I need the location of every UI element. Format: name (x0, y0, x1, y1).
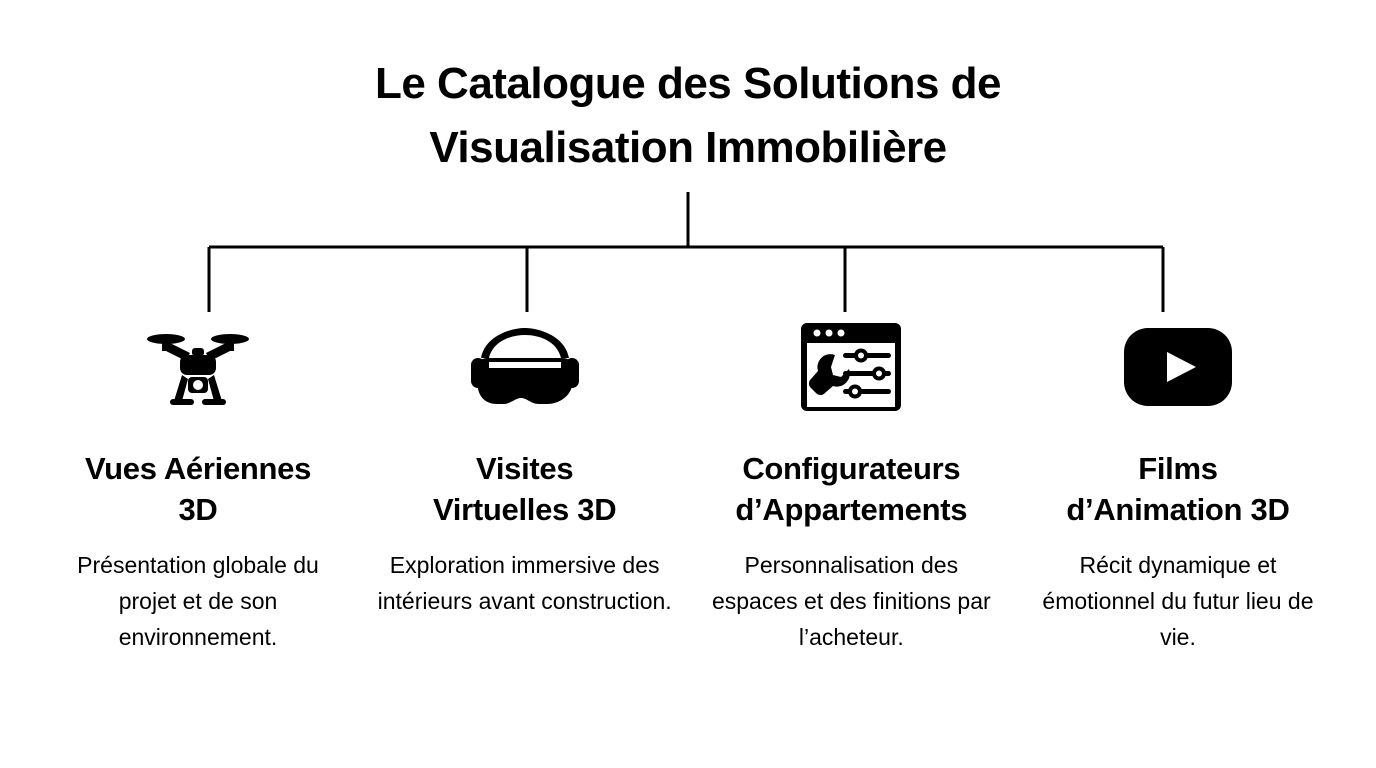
branch-title (433, 448, 616, 530)
branch-list (0, 312, 1376, 655)
branch-description: Récit dynamique et émotionnel du futur lieu de vie. (1042, 552, 1314, 650)
page-title (0, 52, 1376, 180)
branch-item-vues-aeriennes-3d (48, 312, 348, 655)
branch-title (735, 448, 967, 530)
branch-title-line-2: d’Animation 3D (1066, 492, 1290, 528)
branch-title-line-1: Films (1138, 451, 1218, 486)
page-title-line-2: Visualisation Immobilière (429, 122, 947, 172)
branch-description: Présentation globale du projet et de son environnement. (77, 552, 319, 650)
branch-title-line-1: Configurateurs (742, 451, 961, 486)
play-video-icon (1124, 312, 1232, 422)
branch-description: Personnalisation des espaces et des finitions par l’acheteur. (711, 552, 991, 650)
branch-title-line-2: Virtuelles 3D (432, 492, 617, 528)
branch-title-line-1: Visites (476, 451, 574, 486)
branch-title-line-2: d’Appartements (735, 492, 968, 528)
page-title-line-1: Le Catalogue des Solutions de (374, 59, 1002, 108)
branch-description: Exploration immersive des intérieurs avant construction. (377, 552, 672, 615)
configurator-window-wrench-icon (799, 312, 903, 422)
drone-icon (146, 312, 250, 422)
branch-title (85, 448, 311, 530)
vr-headset-icon (471, 312, 579, 422)
branch-title-line-2: 3D (178, 492, 218, 528)
branch-title-line-1: Vues Aériennes (84, 451, 312, 486)
branch-item-films-animation-3d (1028, 312, 1328, 655)
branch-item-visites-virtuelles-3d (375, 312, 675, 620)
branch-item-configurateurs-appartements (701, 312, 1001, 655)
branch-title (1066, 448, 1289, 530)
